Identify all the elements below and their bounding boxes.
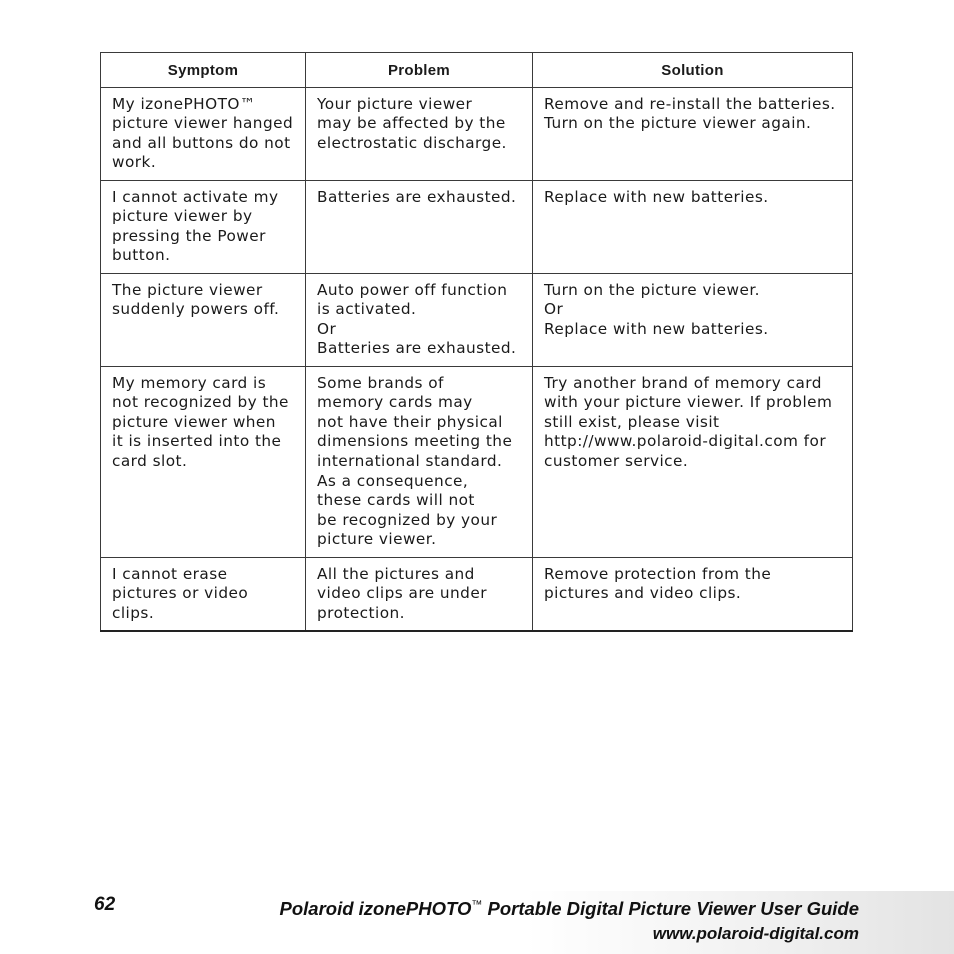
table-row [101,180,853,273]
table-row [101,366,853,557]
page-number: 62 [94,894,116,915]
column-header-symptom: Symptom [101,53,306,88]
problem-cell: Auto power off function is activated. Or Batteries are exhausted. [306,273,533,366]
problem-cell: Batteries are exhausted. [306,180,533,273]
table-row [101,87,853,180]
symptom-cell: I cannot erase pictures or video clips. [101,557,306,631]
solution-cell: Try another brand of memory card with your picture viewer. If problem still exist, please visit http://www.polaroid-digital.com for customer service. [533,366,853,557]
solution-cell: Replace with new batteries. [533,180,853,273]
problem-cell: Some brands of memory cards may not have their physical dimensions meeting the international standard. As a consequence, these cards will not be recognized by your picture viewer. [306,366,533,557]
problem-cell: Your picture viewer may be affected by the electrostatic discharge. [306,87,533,180]
symptom-cell: The picture viewer suddenly powers off. [101,273,306,366]
symptom-cell: I cannot activate my picture viewer by pressing the Power button. [101,180,306,273]
footer-title [280,898,860,920]
table-header-row [101,53,853,88]
column-header-solution: Solution [533,53,853,88]
symptom-cell: My memory card is not recognized by the picture viewer when it is inserted into the card slot. [101,366,306,557]
solution-cell: Remove and re-install the batteries. Turn on the picture viewer again. [533,87,853,180]
footer-url: www.polaroid-digital.com [652,924,859,943]
problem-cell: All the pictures and video clips are under protection. [306,557,533,631]
troubleshooting-table [100,52,853,632]
footer-title-rest: Portable Digital Picture Viewer User Guide [482,898,859,919]
table-row [101,557,853,631]
symptom-cell: My izonePHOTO™ picture viewer hanged and all buttons do not work. [101,87,306,180]
column-header-problem: Problem [306,53,533,88]
solution-cell: Remove protection from the pictures and video clips. [533,557,853,631]
trademark-symbol: ™ [471,899,483,911]
footer-title-brand: Polaroid izonePHOTO [279,898,472,919]
table-row [101,273,853,366]
solution-cell: Turn on the picture viewer. Or Replace with new batteries. [533,273,853,366]
